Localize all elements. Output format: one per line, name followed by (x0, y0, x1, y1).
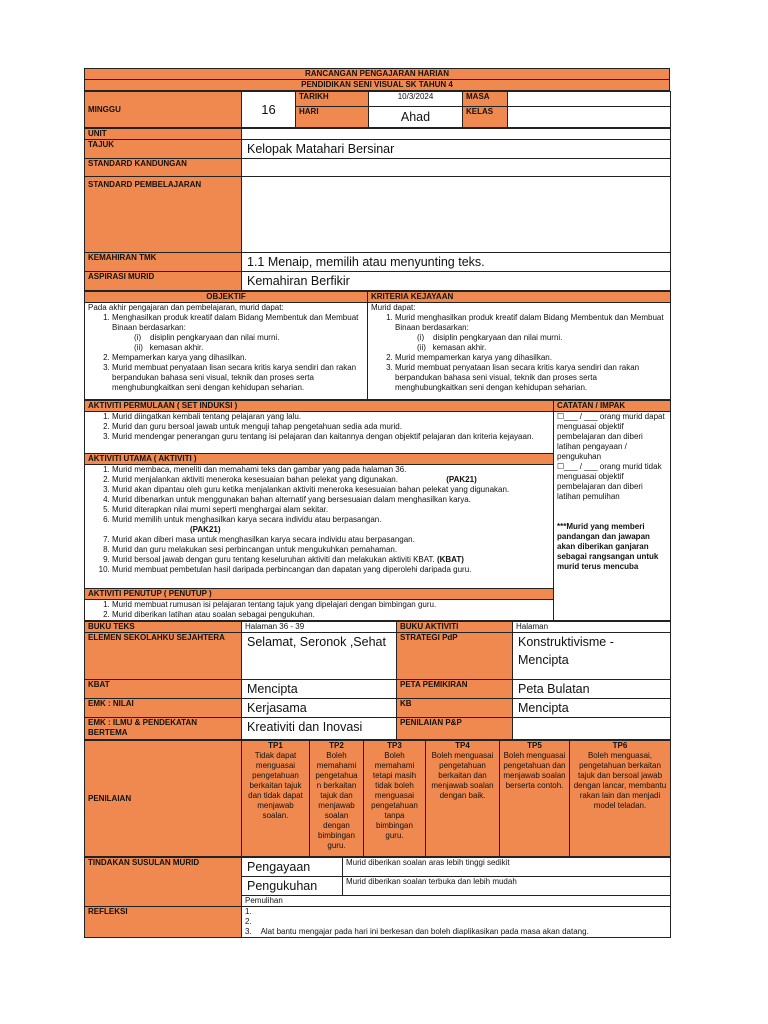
tp2-cell: TP2 Boleh memahami pengetahua n berkaitan tajuk dan menjawab soalan dengan bimbingan guru. (310, 741, 364, 857)
top-info-table (84, 91, 671, 128)
kbat-tag: (KBAT) (436, 555, 464, 564)
tmk-value[interactable]: 1.1 Menaip, memilih atau menyunting teks. (242, 253, 671, 272)
unit-label: UNIT (85, 129, 242, 140)
refleksi-line-3[interactable]: 3. Alat bantu mengajar pada hari ini berkesan dan boleh diaplikasikan pada masa akan datang. (245, 927, 589, 936)
utama-item-8: 8. Murid dan guru melakukan sesi perbincangan untuk mengukuhkan pemahaman. (112, 545, 550, 555)
peta-label: PETA PEMIKIRAN (397, 680, 513, 699)
objektif-label: OBJEKTIF (85, 292, 368, 303)
permulaan-label: AKTIVITI PERMULAAN ( SET INDUKSI ) (85, 401, 554, 412)
tajuk-value[interactable]: Kelopak Matahari Bersinar (242, 140, 671, 159)
catatan-label: CATATAN / IMPAK (554, 401, 671, 412)
pengukuhan-desc: Murid diberikan soalan terbuka dan lebih mudah (343, 877, 671, 896)
strategi-label: STRATEGI PdP (397, 633, 513, 680)
minggu-label: MINGGU (85, 92, 242, 128)
info-table (84, 621, 671, 740)
pengukuhan-label[interactable]: Pengukuhan (242, 877, 343, 896)
refleksi-line-2[interactable]: 2. (245, 917, 252, 926)
unit-table (84, 128, 671, 291)
objektif-item-1: 1. Menghasilkan produk kreatif dalam Bidang Membentuk dan Membuat Binaan berdasarkan: (i) disiplin pengkaryaan dan nilai murni. (ii) kemasan akhir. (112, 313, 364, 353)
tp1-cell: TP1 Tidak dapat menguasai pengetahuan berkaitan tajuk dan tidak dapat menjawab soalan. (242, 741, 310, 857)
utama-label: AKTIVITI UTAMA ( AKTIVITI ) (85, 454, 554, 465)
strategi-value[interactable]: Konstruktivisme - Mencipta (513, 633, 671, 680)
penutup-content (85, 600, 554, 621)
permulaan-content (85, 412, 554, 454)
utama-item-7: 7. Murid akan diberi masa untuk menghasilkan karya secara individu atau berpasangan. (112, 535, 550, 545)
elemen-label: ELEMEN SEKOLAHKU SEJAHTERA (85, 633, 242, 680)
tp6-cell: TP6 Boleh menguasai, pengetahuan berkaitan tajuk dan bersoal jawab dengan lancar, membantu rakan lain dan menjadi model teladan. (570, 741, 671, 857)
tarikh-label: TARIKH (296, 92, 369, 107)
hari-value[interactable]: Ahad (369, 107, 463, 128)
peta-value[interactable]: Peta Bulatan (513, 680, 671, 699)
refleksi-line-1[interactable]: 1. (245, 907, 252, 916)
penilaian-table (84, 740, 671, 857)
hari-label: HARI (296, 107, 369, 128)
utama-item-4: 4. Murid dibenarkan untuk menggunakan bahan alternatif yang bersesuaian dalam menghasilkan karya. (112, 495, 550, 505)
kriteria-item-2: 2. Murid mempamerkan karya yang dihasilkan. (395, 353, 667, 363)
kbat-value[interactable]: Mencipta (242, 680, 397, 699)
masa-label: MASA (463, 92, 508, 107)
kriteria-label: KRITERIA KEJAYAAN (368, 292, 671, 303)
permulaan-item-3: 3. Murid mendengar penerangan guru tentang isi pelajaran dan kaitannya dengan objektif pelajaran dan kriteria kejayaan. (112, 432, 550, 442)
utama-content (85, 465, 554, 589)
masa-value[interactable] (508, 92, 671, 107)
kbat-label: KBAT (85, 680, 242, 699)
penutup-label: AKTIVITI PENUTUP ( PENUTUP ) (85, 589, 554, 600)
header-table (84, 68, 670, 91)
refleksi-content (242, 907, 671, 938)
sk-value[interactable] (242, 159, 671, 177)
penilaian-pp-value[interactable] (513, 718, 671, 740)
penilaian-pp-label: PENILAIAN P&P (397, 718, 513, 740)
refleksi-label: REFLEKSI (85, 907, 242, 938)
penilaian-label: PENILAIAN (85, 741, 242, 857)
sp-value[interactable] (242, 177, 671, 253)
nilai-label: EMK : NILAI (85, 699, 242, 718)
tajuk-label: TAJUK (85, 140, 242, 159)
kriteria-roman-2: (ii) kemasan akhir. (417, 343, 487, 352)
objektif-table (84, 291, 671, 400)
title-line-1: RANCANGAN PENGAJARAN HARIAN (85, 69, 670, 80)
kriteria-item-3: 3. Murid membuat penyataan lisan secara kritis karya sendiri dan rakan berpandukan bahasa seni visual, teknik dan proses serta menghubungkaitkan seni dengan kehidupan seharian. (395, 363, 667, 393)
unit-value[interactable] (242, 129, 671, 140)
utama-item-9: 9. Murid bersoal jawab dengan guru tentang keseluruhan aktiviti dan melakukan aktiviti KBAT. (KBAT) (112, 555, 550, 565)
buku-aktiviti-value[interactable]: Halaman (513, 622, 671, 633)
objektif-item-2: 2. Mempamerkan karya yang dihasilkan. (112, 353, 364, 363)
objektif-roman-1: (i) disiplin pengkaryaan dan nilai murni. (134, 333, 280, 342)
utama-item-6: 6. Murid memilih untuk menghasilkan karya secara individu atau berpasangan. (PAK21) (112, 515, 550, 535)
permulaan-item-1: 1. Murid diingatkan kembali tentang pelajaran yang lalu. (112, 412, 550, 422)
kb-label: KB (397, 699, 513, 718)
penutup-item-2: 2. Murid diberikan latihan atau soalan sebagai pengukuhan. (112, 610, 550, 620)
kelas-value[interactable] (508, 107, 671, 128)
sp-label: STANDARD PEMBELAJARAN (85, 177, 242, 253)
catatan-pengayaan[interactable]: ☐___ / ___ orang murid dapat menguasai objektif pembelajaran dan diberi latihan pengayaan / pengukuhan (557, 412, 665, 461)
tarikh-value[interactable]: 10/3/2024 (369, 92, 463, 107)
objektif-content (85, 303, 368, 400)
elemen-value[interactable]: Selamat, Seronok ,Sehat (242, 633, 397, 680)
buku-teks-label: BUKU TEKS (85, 622, 242, 633)
catatan-note: ***Murid yang memberi pandangan dan jawapan akan diberikan ganjaran sebagai rangsangan untuk murid terus mencuba (557, 522, 659, 571)
utama-item-3: 3. Murid akan dipantau oleh guru ketika menjalankan aktiviti meneroka kesesuaian bahan pelekat yang digunakan. (112, 485, 550, 495)
utama-item-2: 2. Murid menjalankan aktiviti meneroka kesesuaian bahan pelekat yang digunakan. (PAK21) (112, 475, 550, 485)
pengayaan-label[interactable]: Pengayaan (242, 858, 343, 877)
utama-item-1: 1. Murid membaca, meneliti dan memahami teks dan gambar yang pada halaman 36. (112, 465, 550, 475)
minggu-value[interactable]: 16 (242, 92, 296, 128)
catatan-content (554, 412, 671, 621)
tp3-cell: TP3 Boleh memahami tetapi masih tidak boleh menguasai pengetahuan tanpa bimbingan guru. (364, 741, 426, 857)
nilai-value[interactable]: Kerjasama (242, 699, 397, 718)
lesson-plan-sheet (84, 68, 670, 938)
kriteria-roman-1: (i) disiplin pengkaryaan dan nilai murni. (417, 333, 563, 342)
pak21-tag: (PAK21) (190, 525, 221, 534)
buku-teks-value[interactable]: Halaman 36 - 39 (242, 622, 397, 633)
susulan-table (84, 857, 671, 938)
permulaan-item-2: 2. Murid dan guru bersoal jawab untuk menguji tahap pengetahuan sedia ada murid. (112, 422, 550, 432)
susulan-label: TINDAKAN SUSULAN MURID (85, 858, 242, 907)
pak21-tag: (PAK21) (446, 475, 477, 484)
objektif-intro: Pada akhir pengajaran dan pembelajaran, murid dapat: (88, 303, 284, 312)
sk-label: STANDARD KANDUNGAN (85, 159, 242, 177)
utama-item-10: 10. Murid membuat pembetulan hasil daripada perbincangan dan dapatan yang diperolehi daripada guru. (112, 565, 550, 575)
kb-value[interactable]: Mencipta (513, 699, 671, 718)
buku-aktiviti-label: BUKU AKTIVITI (397, 622, 513, 633)
pemulihan-label[interactable]: Pemulihan (242, 896, 671, 907)
kriteria-intro: Murid dapat: (371, 303, 416, 312)
aktiviti-table (84, 400, 671, 621)
objektif-item-3: 3. Murid membuat penyataan lisan secara kritis karya sendiri dan rakan berpandukan bahasa seni visual, teknik dan proses serta menghubungkaitkan seni dengan kehidupan seharian. (112, 363, 364, 393)
tmk-label: KEMAHIRAN TMK (85, 253, 242, 272)
kriteria-content (368, 303, 671, 400)
pengayaan-desc: Murid diberikan soalan aras lebih tinggi sedikit (343, 858, 671, 877)
title-line-2: PENDIDIKAN SENI VISUAL SK TAHUN 4 (85, 80, 670, 91)
aspirasi-label: ASPIRASI MURID (85, 272, 242, 291)
penutup-item-1: 1. Murid membuat rumusan isi pelajaran tentang tajuk yang dipelajari dengan bimbingan guru. (112, 600, 550, 610)
ilmu-value[interactable]: Kreativiti dan Inovasi (242, 718, 397, 740)
catatan-pemulihan[interactable]: ☐___ / ___ orang murid tidak menguasai objektif pembelajaran dan diberi latihan pemulihan (557, 462, 662, 501)
tp5-cell: TP5 Boleh menguasai pengetahuan dan menjawab soalan berserta contoh. (500, 741, 570, 857)
aspirasi-value[interactable]: Kemahiran Berfikir (242, 272, 671, 291)
tp4-cell: TP4 Boleh menguasai pengetahuan berkaitan dan menjawab soalan dengan baik. (426, 741, 500, 857)
kriteria-item-1: 1. Murid menghasilkan produk kreatif dalam Bidang Membentuk dan Membuat Binaan berdasarkan: (i) disiplin pengkaryaan dan nilai murni. (ii) kemasan akhir. (395, 313, 667, 353)
kelas-label: KELAS (463, 107, 508, 128)
utama-item-5: 5. Murid diterapkan nilai murni seperti menghargai alam sekitar. (112, 505, 550, 515)
ilmu-label: EMK : ILMU & PENDEKATAN BERTEMA (85, 718, 242, 740)
objektif-roman-2: (ii) kemasan akhir. (134, 343, 204, 352)
